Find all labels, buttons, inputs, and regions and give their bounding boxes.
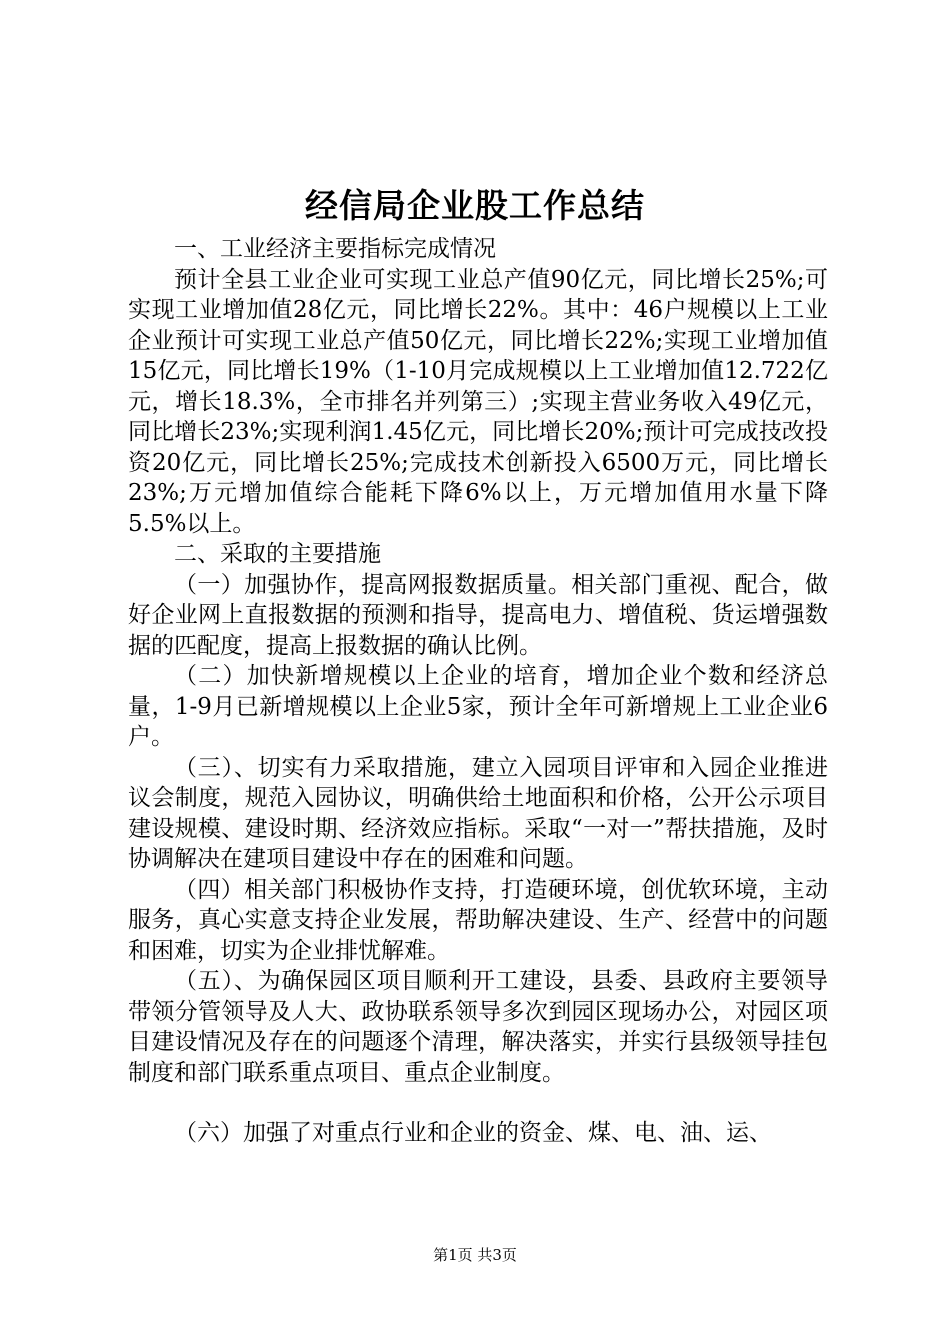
section-heading-2: 二、采取的主要措施 (174, 541, 381, 567)
section-heading-1: 一、工业经济主要指标完成情况 (174, 236, 496, 262)
paragraph-measure-3: （三）、切实有力采取措施，建立入园项目评审和入园企业推进议会制度，规范入园协议，明确供给土地面积和价格，公开公示项目建设规模、建设时期、经济效应指标。采取“一对一”帮扶措施，及时协调解决在建项目建设中存在的困难和问题。 (128, 754, 828, 872)
page-number-footer: 第1页 共3页 (433, 1246, 517, 1264)
paragraph-measure-4: （四）相关部门积极协作支持，打造硬环境，创优软环境，主动服务，真心实意支持企业发展，帮助解决建设、生产、经营中的问题和困难，切实为企业排忧解难。 (128, 876, 828, 964)
paragraph-measure-6: （六）加强了对重点行业和企业的资金、煤、电、油、运、 (174, 1120, 772, 1146)
document-body (128, 234, 828, 1149)
paragraph-measure-2: （二）加快新增规模以上企业的培育，增加企业个数和经济总量，1-9月已新增规模以上企业5家，预计全年可新增规上工业企业6户。 (128, 663, 828, 750)
paragraph-indicators: 预计全县工业企业可实现工业总产值90亿元，同比增长25%;可实现工业增加值28亿元，同比增长22%。其中：46户规模以上工业企业预计可实现工业总产值50亿元，同比增长22%;实现工业增加值15亿元，同比增长19%（1-10月完成规模以上工业增加值12.722亿元，增长18.3%，全市排名并列第三）;实现主营业务收入49亿元，同比增长23%;实现利润1.45亿元，同比增长20%;预计可完成技改投资20亿元，同比增长25%;完成技术创新投入6500万元，同比增长23%;万元增加值综合能耗下降6%以上，万元增加值用水量下降5.5%以上。 (128, 266, 828, 537)
document-title: 经信局企业股工作总结 (305, 186, 645, 225)
paragraph-measure-5: （五）、为确保园区项目顺利开工建设，县委、县政府主要领导带领分管领导及人大、政协联系领导多次到园区现场办公，对园区项目建设情况及存在的问题逐个清理，解决落实，并实行县级领导挂包制度和部门联系重点项目、重点企业制度。 (128, 968, 828, 1086)
paragraph-measure-1: （一）加强协作，提高网报数据质量。相关部门重视、配合，做好企业网上直报数据的预测和指导，提高电力、增值税、货运增强数据的匹配度，提高上报数据的确认比例。 (128, 571, 828, 659)
